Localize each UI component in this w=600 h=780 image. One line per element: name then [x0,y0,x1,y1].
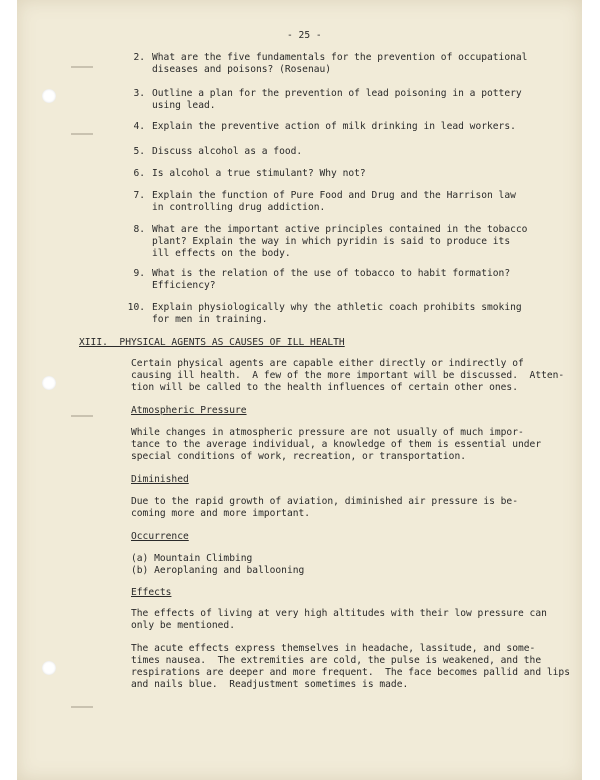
question-number: 5. [133,146,145,157]
paragraph-line: only be mentioned. [131,620,235,631]
question-text: Explain physiologically why the athletic coach prohibits smoking [152,302,522,313]
intro-line: causing ill health. A few of the more important will be discussed. Atten- [131,370,565,381]
paragraph-line: special conditions of work, recreation, or transportation. [131,451,467,462]
question-number: 8. [133,224,145,235]
question-number: 10. [127,302,145,313]
question-text: Discuss alcohol as a food. [152,146,303,157]
scan-mark [71,66,93,68]
paragraph-line: coming more and more important. [131,508,311,519]
question-text: What is the relation of the use of tobacco to habit formation? [152,268,511,279]
paragraph-line: respirations are deeper and more frequent. The face becomes pallid and lips [131,667,570,678]
paragraph-line: Due to the rapid growth of aviation, diminished air pressure is be- [131,496,518,507]
question-text: ill effects on the body. [152,248,291,259]
question-text: Outline a plan for the prevention of lead poisoning in a pottery [152,88,522,99]
scan-mark [71,133,93,135]
document-page [17,0,582,780]
question-number: 9. [133,268,145,279]
list-item: (a) Mountain Climbing [131,553,253,564]
scan-mark [71,706,93,708]
section-heading: XIII. PHYSICAL AGENTS AS CAUSES OF ILL HEALTH [79,337,345,348]
subheading-occurrence: Occurrence [131,531,189,542]
intro-line: Certain physical agents are capable either directly or indirectly of [131,358,524,369]
question-text: Efficiency? [152,280,216,291]
question-text: in controlling drug addiction. [152,202,326,213]
question-text: Explain the preventive action of milk drinking in lead workers. [152,121,516,132]
punch-hole [42,89,56,103]
paragraph-line: While changes in atmospheric pressure are not usually of much impor- [131,427,524,438]
list-item: (b) Aeroplaning and ballooning [131,565,305,576]
paragraph-line: times nausea. The extremities are cold, the pulse is weakened, and the [131,655,542,666]
subheading-effects: Effects [131,587,172,598]
question-text: Is alcohol a true stimulant? Why not? [152,168,366,179]
question-text: diseases and poisons? (Rosenau) [152,64,332,75]
question-number: 6. [133,168,145,179]
paragraph-line: and nails blue. Readjustment sometimes is made. [131,679,409,690]
question-text: using lead. [152,100,216,111]
paragraph-line: The effects of living at very high altitudes with their low pressure can [131,608,547,619]
paragraph-line: tance to the average individual, a knowledge of them is essential under [131,439,542,450]
question-text: What are the important active principles contained in the tobacco [152,224,528,235]
punch-hole [42,661,56,675]
question-number: 2. [133,52,145,63]
scan-mark [71,415,93,417]
question-number: 3. [133,88,145,99]
page-number: - 25 - [287,30,322,41]
punch-hole [42,376,56,390]
intro-line: tion will be called to the health influences of certain other ones. [131,382,518,393]
question-text: plant? Explain the way in which pyridin is said to produce its [152,236,511,247]
paragraph-line: The acute effects express themselves in headache, lassitude, and some- [131,643,536,654]
subheading-diminished: Diminished [131,474,189,485]
question-number: 4. [133,121,145,132]
question-text: What are the five fundamentals for the prevention of occupational [152,52,528,63]
subheading-atmospheric-pressure: Atmospheric Pressure [131,405,247,416]
question-text: Explain the function of Pure Food and Drug and the Harrison law [152,190,516,201]
question-text: for men in training. [152,314,268,325]
question-number: 7. [133,190,145,201]
